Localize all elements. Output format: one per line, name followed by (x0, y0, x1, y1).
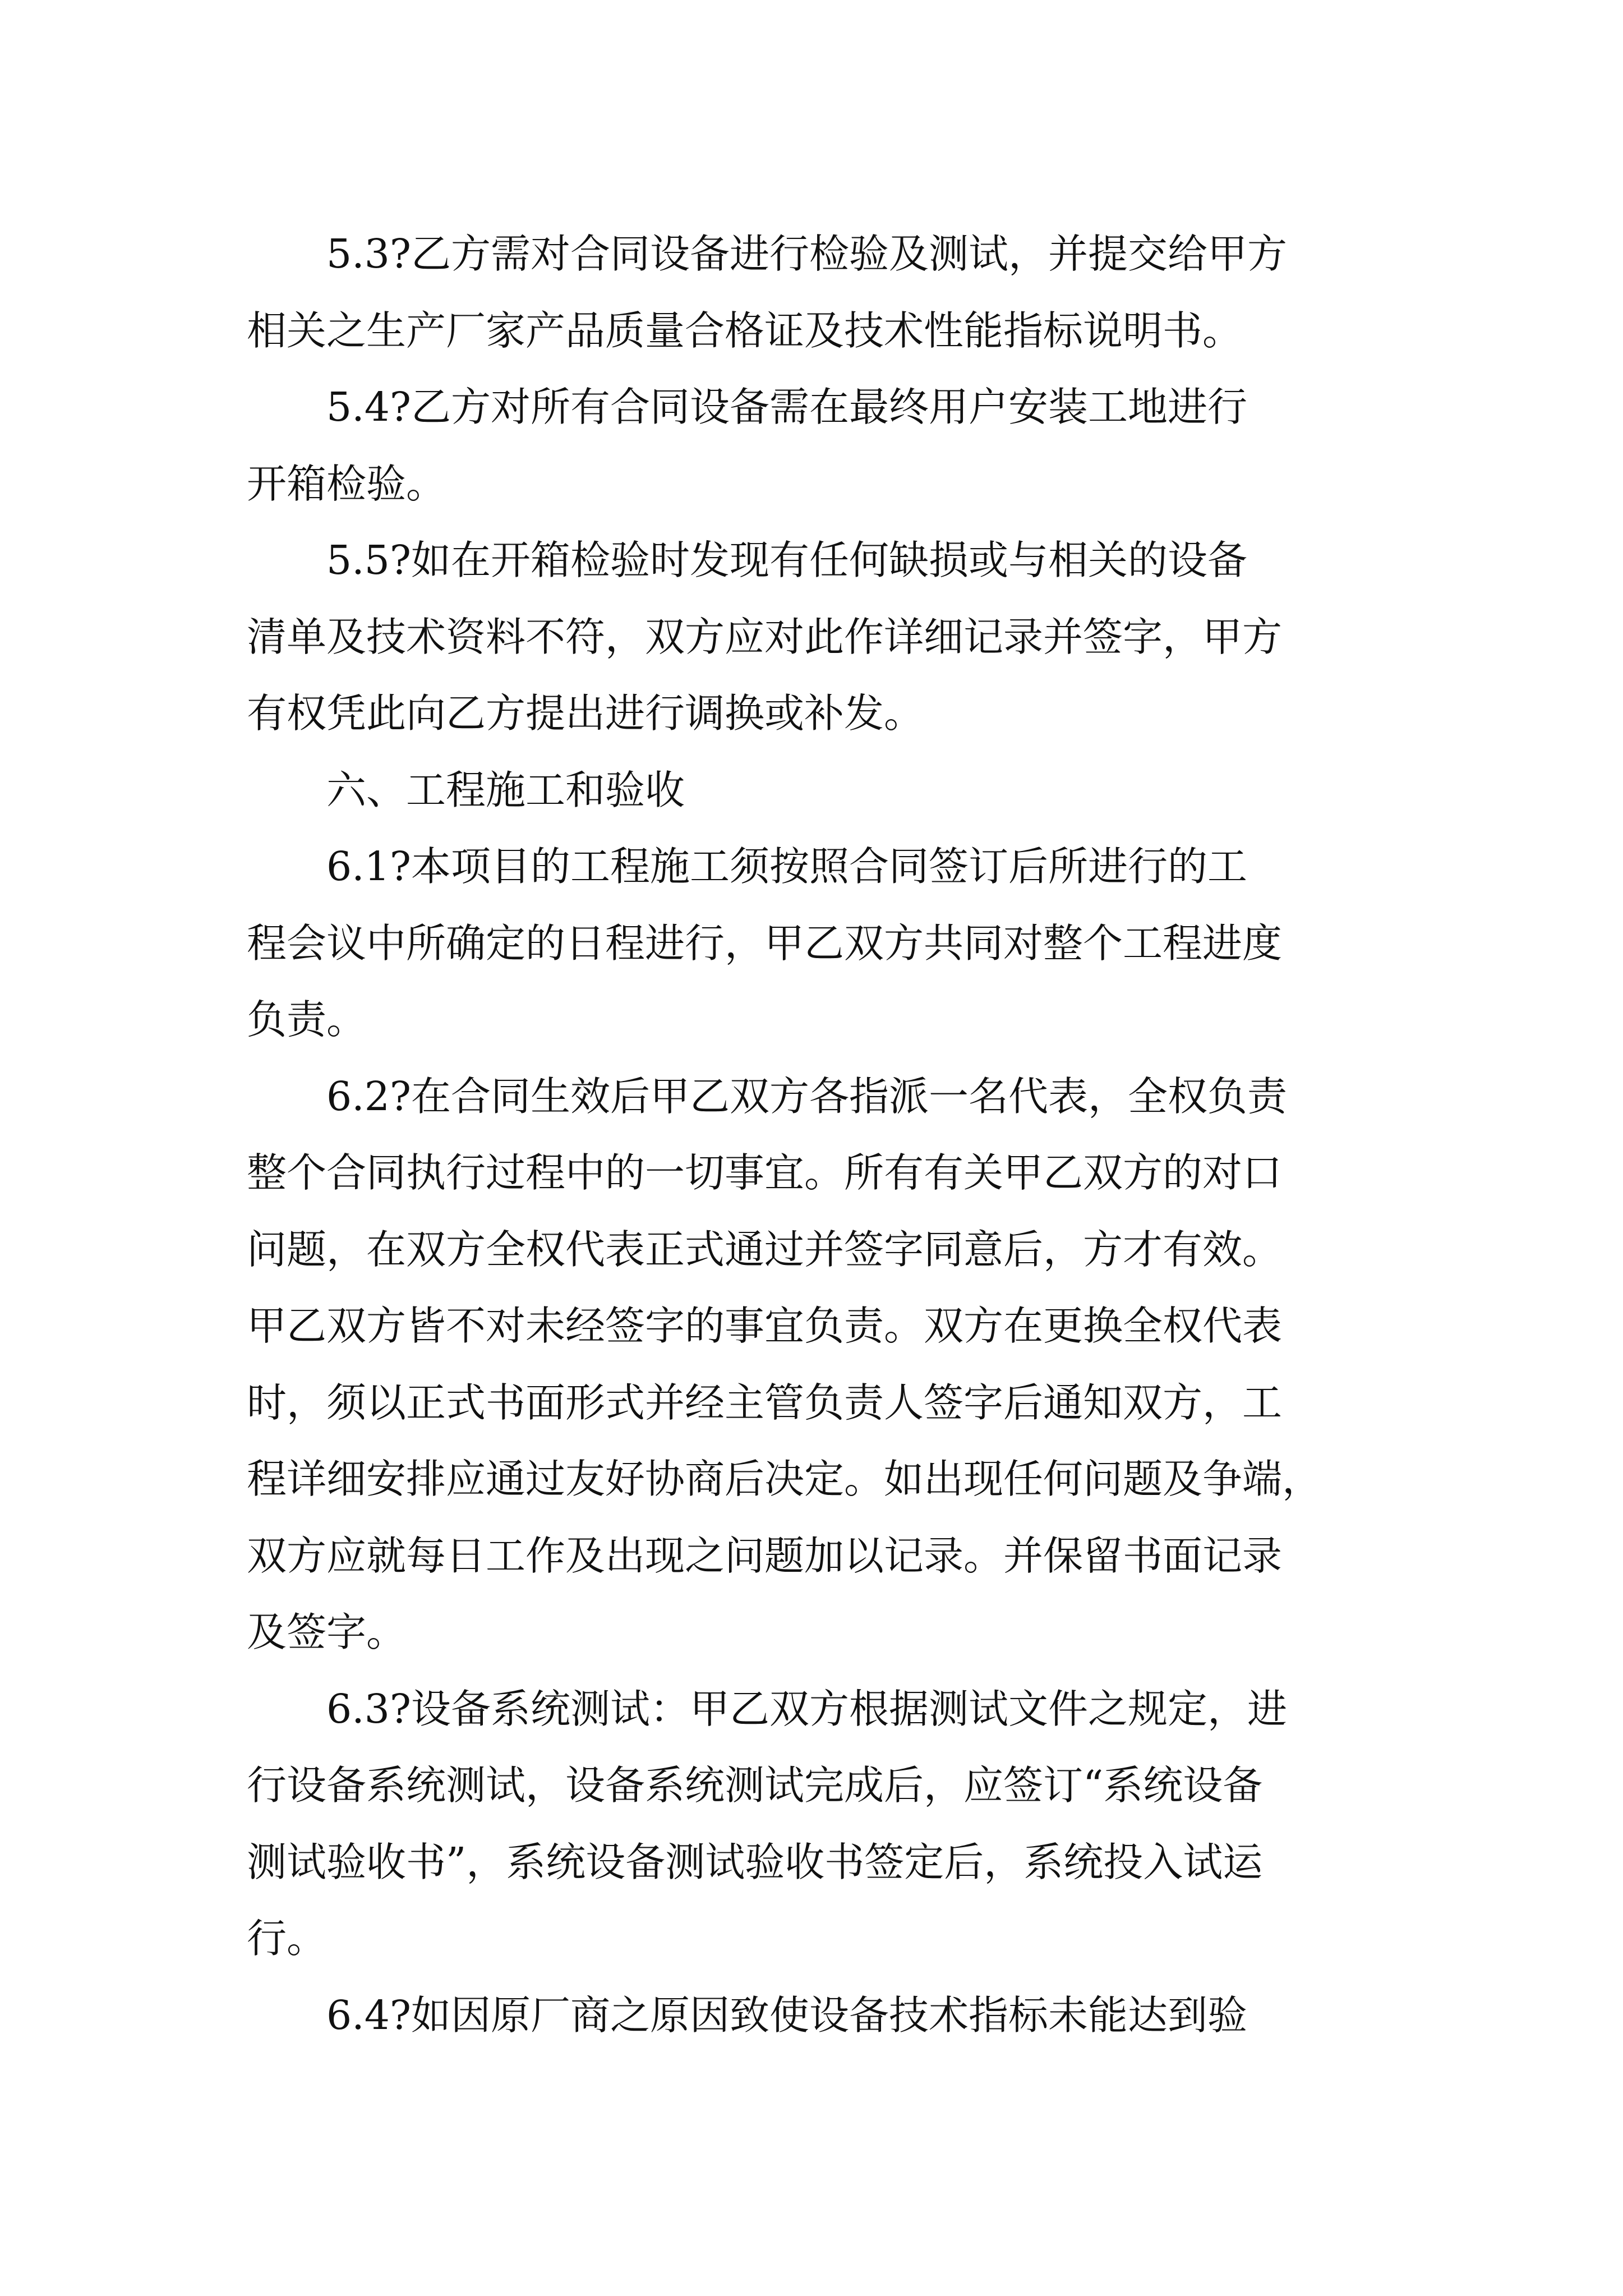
clause-5-5-line-2: 清单及技术资料不符，双方应对此作详细记录并签字，甲方 (247, 613, 1283, 660)
clause-5-3-line-1: 5.3?乙方需对合同设备进行检验及测试，并提交给甲方 (326, 231, 1287, 277)
clause-6-3-line-1: 6.3?设备系统测试：甲乙双方根据测试文件之规定，进 (326, 1685, 1287, 1732)
clause-6-2-line-6: 程详细安排应通过友好协商后决定。如出现任何问题及争端， (247, 1456, 1322, 1502)
clause-5-5-line-3: 有权凭此向乙方提出进行调换或补发。 (247, 690, 924, 737)
section-6-heading: 六、工程施工和验收 (326, 766, 685, 813)
clause-5-5-line-1: 5.5?如在开箱检验时发现有任何缺损或与相关的设备 (326, 537, 1247, 583)
clause-5-4-line-2: 开箱检验。 (247, 460, 446, 507)
clause-6-3-line-4: 行。 (247, 1915, 327, 1962)
clause-5-4-line-1: 5.4?乙方对所有合同设备需在最终用户安装工地进行 (326, 384, 1247, 430)
clause-6-1-line-2: 程会议中所确定的日程进行，甲乙双方共同对整个工程进度 (247, 919, 1283, 967)
clause-6-2-line-5: 时，须以正式书面形式并经主管负责人签字后通知双方，工 (247, 1379, 1283, 1426)
clause-6-3-line-3: 测试验收书”，系统设备测试验收书签定后，系统投入试运 (247, 1838, 1263, 1885)
document-body (247, 216, 1385, 2054)
clause-6-2-line-3: 问题，在双方全权代表正式通过并签字同意后，方才有效。 (247, 1226, 1283, 1273)
clause-5-3-line-2: 相关之生产厂家产品质量合格证及技术性能指标说明书。 (247, 307, 1243, 354)
clause-6-1-line-3: 负责。 (247, 996, 367, 1043)
clause-6-3-line-2: 行设备系统测试，设备系统测试完成后，应签订“系统设备 (247, 1762, 1263, 1809)
clause-6-2-line-1: 6.2?在合同生效后甲乙双方各指派一名代表，全权负责 (326, 1073, 1287, 1120)
clause-6-2-line-7: 双方应就每日工作及出现之问题加以记录。并保留书面记录 (247, 1532, 1283, 1579)
clause-6-2-line-2: 整个合同执行过程中的一切事宜。所有有关甲乙双方的对口 (247, 1149, 1283, 1196)
clause-6-2-line-4: 甲乙双方皆不对未经签字的事宜负责。双方在更换全权代表 (247, 1303, 1283, 1349)
clause-6-1-line-1: 6.1?本项目的工程施工须按照合同签订后所进行的工 (326, 843, 1247, 890)
clause-6-4-line-1: 6.4?如因原厂商之原因致使设备技术指标未能达到验 (326, 1991, 1247, 2039)
clause-6-2-line-8: 及签字。 (247, 1609, 407, 1655)
